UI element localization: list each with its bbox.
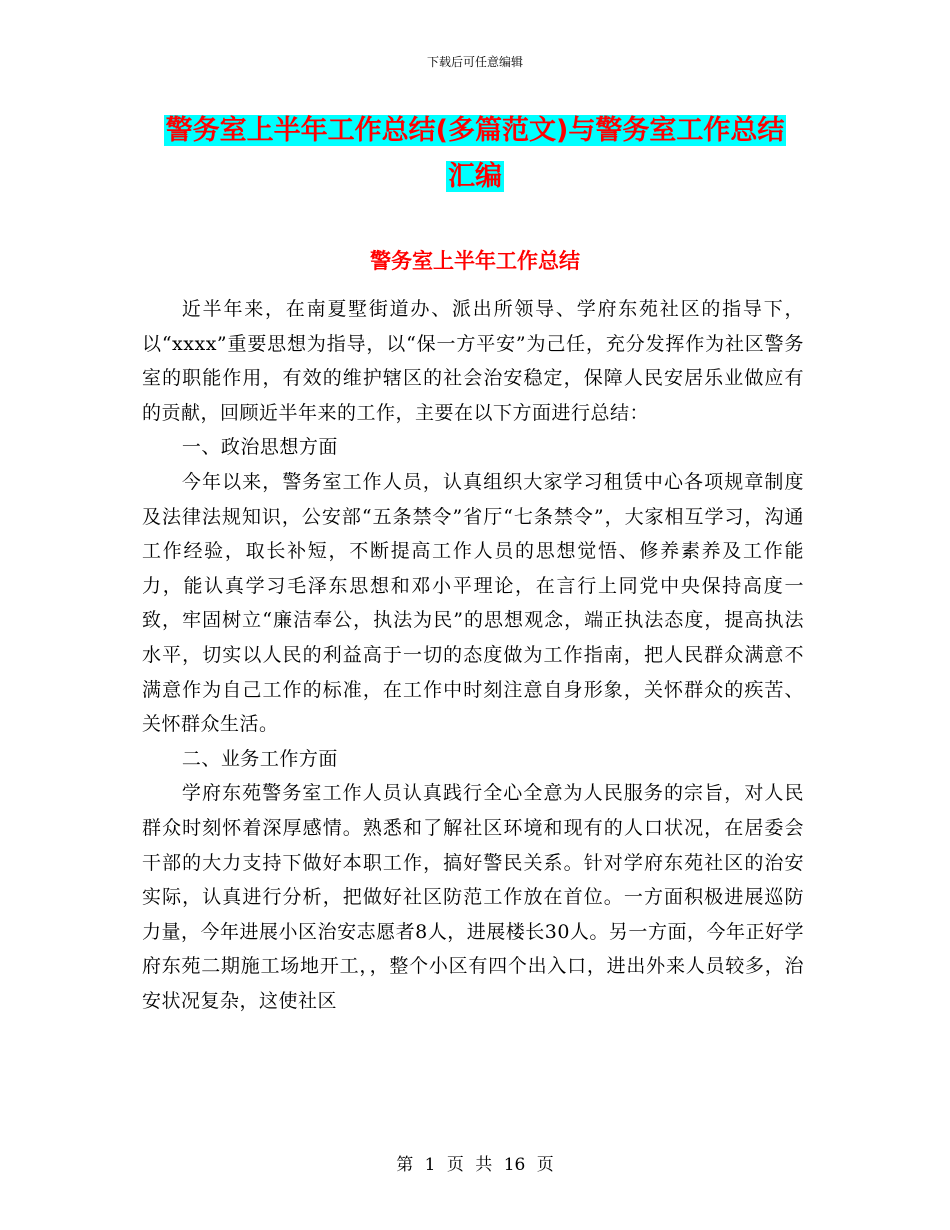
heading-business: 二、业务工作方面 bbox=[181, 747, 338, 770]
page-footer: 第 1 页 共 16 页 bbox=[396, 1155, 554, 1175]
document-title bbox=[0, 108, 950, 200]
title-line-2: 汇编 bbox=[448, 161, 502, 192]
title-line-1: 警务室上半年工作总结(多篇范文)与警务室工作总结 bbox=[165, 115, 785, 146]
paragraph-business: 学府东苑警务室工作人员认真践行全心全意为人民服务的宗旨，对人民群众时刻怀着深厚感情。熟悉和了解社区环境和现有的人口状况，在居委会干部的大力支持下做好本职工作，搞好警民关系。针对学府东苑社区的治安实际，认真进行分析，把做好社区防范工作放在首位。一方面积极进展巡防力量，今年进展小区治安志愿者8人，进展楼长30人。另一方面，今年正好学府东苑二期施工场地开工，，整个小区有四个出入口，进出外来人员较多，治安状况复杂，这使社区 bbox=[142, 782, 804, 1012]
paragraph-intro: 近半年来，在南夏墅街道办、派出所领导、学府东苑社区的指导下，以“xxxx”重要思想为指导，以“保一方平安”为己任，充分发挥作为社区警务室的职能作用，有效的维护辖区的社会治安稳定，保障人民安居乐业做应有的贡献，回顾近半年来的工作，主要在以下方面进行总结： bbox=[142, 298, 804, 424]
document-body bbox=[142, 292, 804, 1018]
heading-political: 一、政治思想方面 bbox=[181, 436, 338, 459]
section-title: 警务室上半年工作总结 bbox=[370, 249, 580, 273]
header-note: 下载后可任意编辑 bbox=[426, 55, 523, 69]
paragraph-political: 今年以来，警务室工作人员，认真组织大家学习租赁中心各项规章制度及法律法规知识，公安部“五条禁令”省厅“七条禁令”，大家相互学习，沟通工作经验，取长补短，不断提高工作人员的思想觉悟、修养素养及工作能力，能认真学习毛泽东思想和邓小平理论，在言行上同党中央保持高度一致，牢固树立“廉洁奉公，执法为民”的思想观念，端正执法态度，提高执法水平，切实以人民的利益高于一切的态度做为工作指南，把人民群众满意不满意作为自己工作的标准，在工作中时刻注意自身形象，关怀群众的疾苦、关怀群众生活。 bbox=[142, 470, 804, 736]
